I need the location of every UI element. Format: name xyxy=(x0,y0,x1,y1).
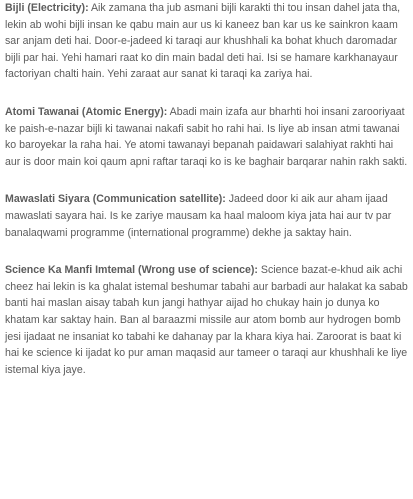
paragraph-heading: Science Ka Manfi Imtemal (Wrong use of science): xyxy=(5,264,258,277)
paragraph-text: Aik zamana tha jub asmani bijli karakti thi tou insan dahel jata tha, lekin ab wohi bijli insan ke qabu main aur us ki kaneez ban kar us ke sainkron kaam sar anjam deti hai. Door-e-jadeed ki taraqi aur khushhali ka bohat khuch daromadar bijli par hai. Yehi hamari raat ko din main badal deti hai. Isi se hamare karkhanayaur factoriyan chalti hain. Yehi zaraat aur sanat ki taraqi ka zariya hai. xyxy=(5,2,401,81)
paragraph-text: Abadi main izafa aur bharhti hoi insani zarooriyaat ke paish-e-nazar bijli ki tawanai nakafi sabit ho rahi hai. Is liye ab insan atmi tawanai ko baroyekar la raha hai. Ye atomi tawanayi bepanah paidawari salahiyat rakhti hai aur is door main koi qaum apni raftar taraqi ko is ke baghair barqarar nahin rakh sakti. xyxy=(5,105,408,168)
paragraph-text: Science bazat-e-khud aik achi cheez hai lekin is ka ghalat istemal beshumar tabahi aur barbadi aur halakat ka sabab banti hai maslan aisay tabah kun jangi hathyar aijad ho chukay hain jo dunya ko khatam kar saktay hain. Ban al baraazmi missile aur atom bomb aur hydrogen bomb jesi ijadaat ne insaniat ko tabahi ke dahanay par la khara kiya hai. Zaroorat is baat ki hai ke science ki ijadat ko pur aman maqasid aur tameer o taraqi aur khushhali ke liye istemal kiya jaye. xyxy=(5,264,408,376)
paragraph-heading: Bijli (Electricity): xyxy=(5,2,89,14)
paragraph-heading: Mawaslati Siyara (Communication satellite): xyxy=(5,193,226,206)
paragraph-atomic-energy xyxy=(5,104,409,170)
paragraph-communication-satellite xyxy=(5,191,409,241)
paragraph-heading: Atomi Tawanai (Atomic Energy): xyxy=(5,105,168,118)
paragraph-wrong-use-of-science xyxy=(5,262,409,378)
paragraph-electricity xyxy=(5,0,409,83)
paragraph-text: Jadeed door ki aik aur aham ijaad mawaslati sayara hai. Is ke zariye mausam ka haal maloom kiya jata hai aur tv par banalaqwami programme (international programme) dekhe ja saktay hain. xyxy=(5,193,392,239)
